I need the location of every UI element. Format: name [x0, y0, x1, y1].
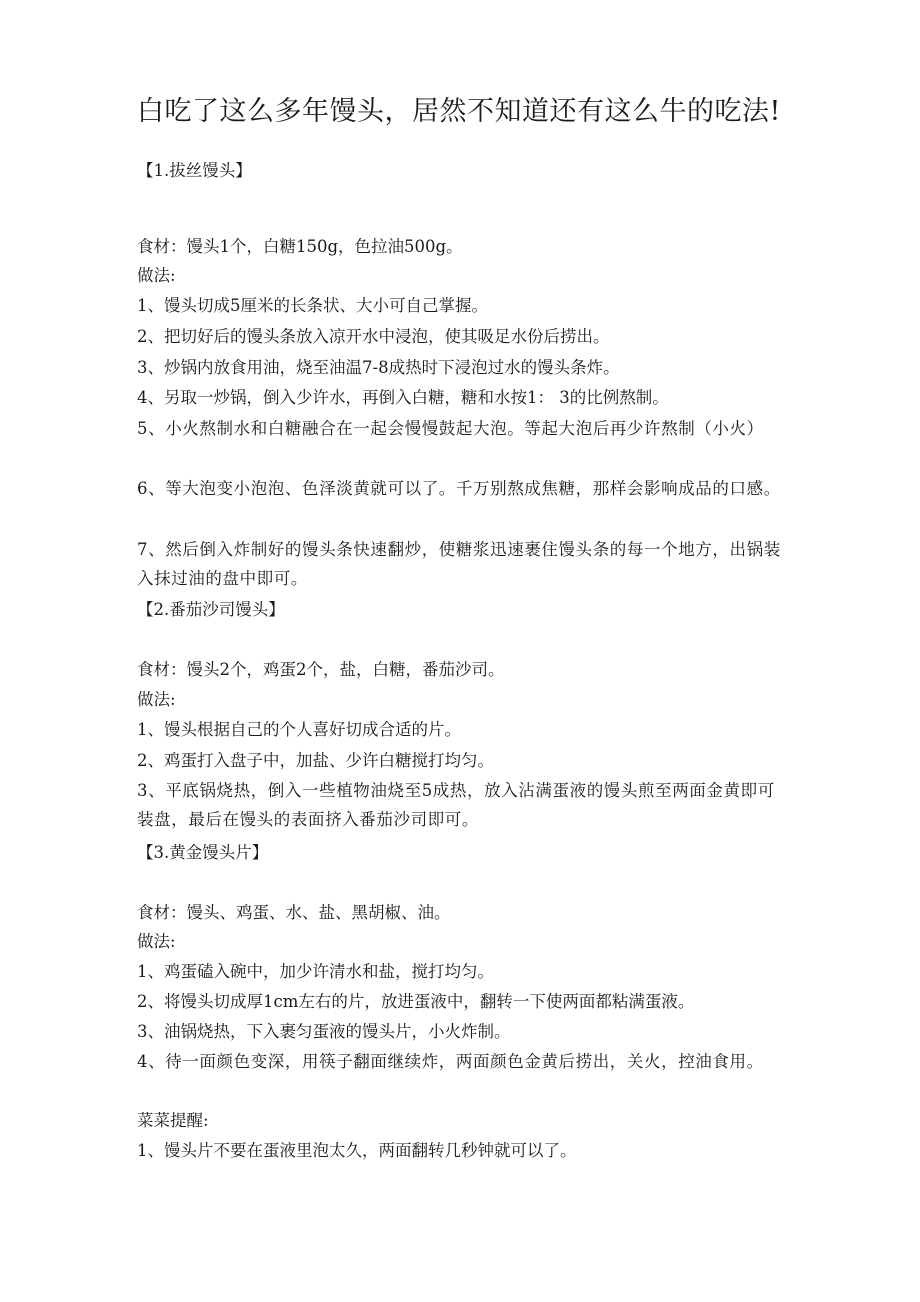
step-line: 3、油锅烧热，下入裹匀蛋液的馒头片，小火炸制。: [137, 1022, 511, 1041]
page-title: 白吃了这么多年馒头，居然不知道还有这么牛的吃法!: [137, 96, 781, 127]
step-line: 4、待一面颜色变深，用筷子翻面继续炸，两面颜色金黄后捞出，关火，控油食用。: [137, 1052, 764, 1071]
step-line: 7、然后倒入炸制好的馒头条快速翻炒，使糖浆迅速裹住馒头条的每一个地方，出锅装入抹过油的盘中即可。: [137, 540, 781, 588]
section-heading: 【3.黄金馒头片】: [137, 843, 269, 862]
step-line: 6、等大泡变小泡泡、色泽淡黄就可以了。千万别熬成焦糖，那样会影响成品的口感。: [137, 479, 781, 498]
step-line: 4、另取一炒锅，倒入少许水，再倒入白糖，糖和水按1： 3的比例熬制。: [137, 388, 669, 407]
step-line: 1、馒头切成5厘米的长条状、大小可自己掌握。: [137, 296, 488, 315]
step-line: 1、馒头根据自己的个人喜好切成合适的片。: [137, 720, 461, 739]
step-line: 3、炒锅内放食用油，烧至油温7-8成热时下浸泡过水的馒头条炸。: [137, 358, 620, 377]
method-label: 做法:: [137, 266, 176, 285]
method-label: 做法:: [137, 932, 176, 951]
step-line: 1、鸡蛋磕入碗中，加少许清水和盐，搅打均匀。: [137, 962, 494, 981]
step-line: 2、鸡蛋打入盘子中，加盐、少许白糖搅打均匀。: [137, 751, 494, 770]
section-heading: 【1.拔丝馒头】: [137, 161, 252, 180]
ingredients-line: 食材：馒头2个，鸡蛋2个，盐，白糖，番茄沙司。: [137, 660, 505, 679]
ingredients-line: 食材：馒头、鸡蛋、水、盐、黑胡椒、油。: [137, 903, 451, 922]
step-line: 5、小火熬制水和白糖融合在一起会慢慢鼓起大泡。等起大泡后再少许熬制（小火）: [137, 419, 764, 438]
tips-label: 菜菜提醒:: [137, 1111, 209, 1130]
step-line: 3、平底锅烧热，倒入一些植物油烧至5成热，放入沾满蛋液的馒头煎至两面金黄即可装盘，最后在馒头的表面挤入番茄沙司即可。: [137, 781, 775, 829]
step-line: 2、将馒头切成厚1cm左右的片，放进蛋液中，翻转一下使两面都粘满蛋液。: [137, 992, 695, 1011]
ingredients-line: 食材：馒头1个，白糖150g，色拉油500g。: [137, 237, 463, 256]
tip-line: 1、馒头片不要在蛋液里泡太久，两面翻转几秒钟就可以了。: [137, 1141, 577, 1160]
method-label: 做法:: [137, 690, 176, 709]
section-heading: 【2.番茄沙司馒头】: [137, 600, 285, 619]
step-line: 2、把切好后的馒头条放入凉开水中浸泡，使其吸足水份后捞出。: [137, 327, 610, 346]
